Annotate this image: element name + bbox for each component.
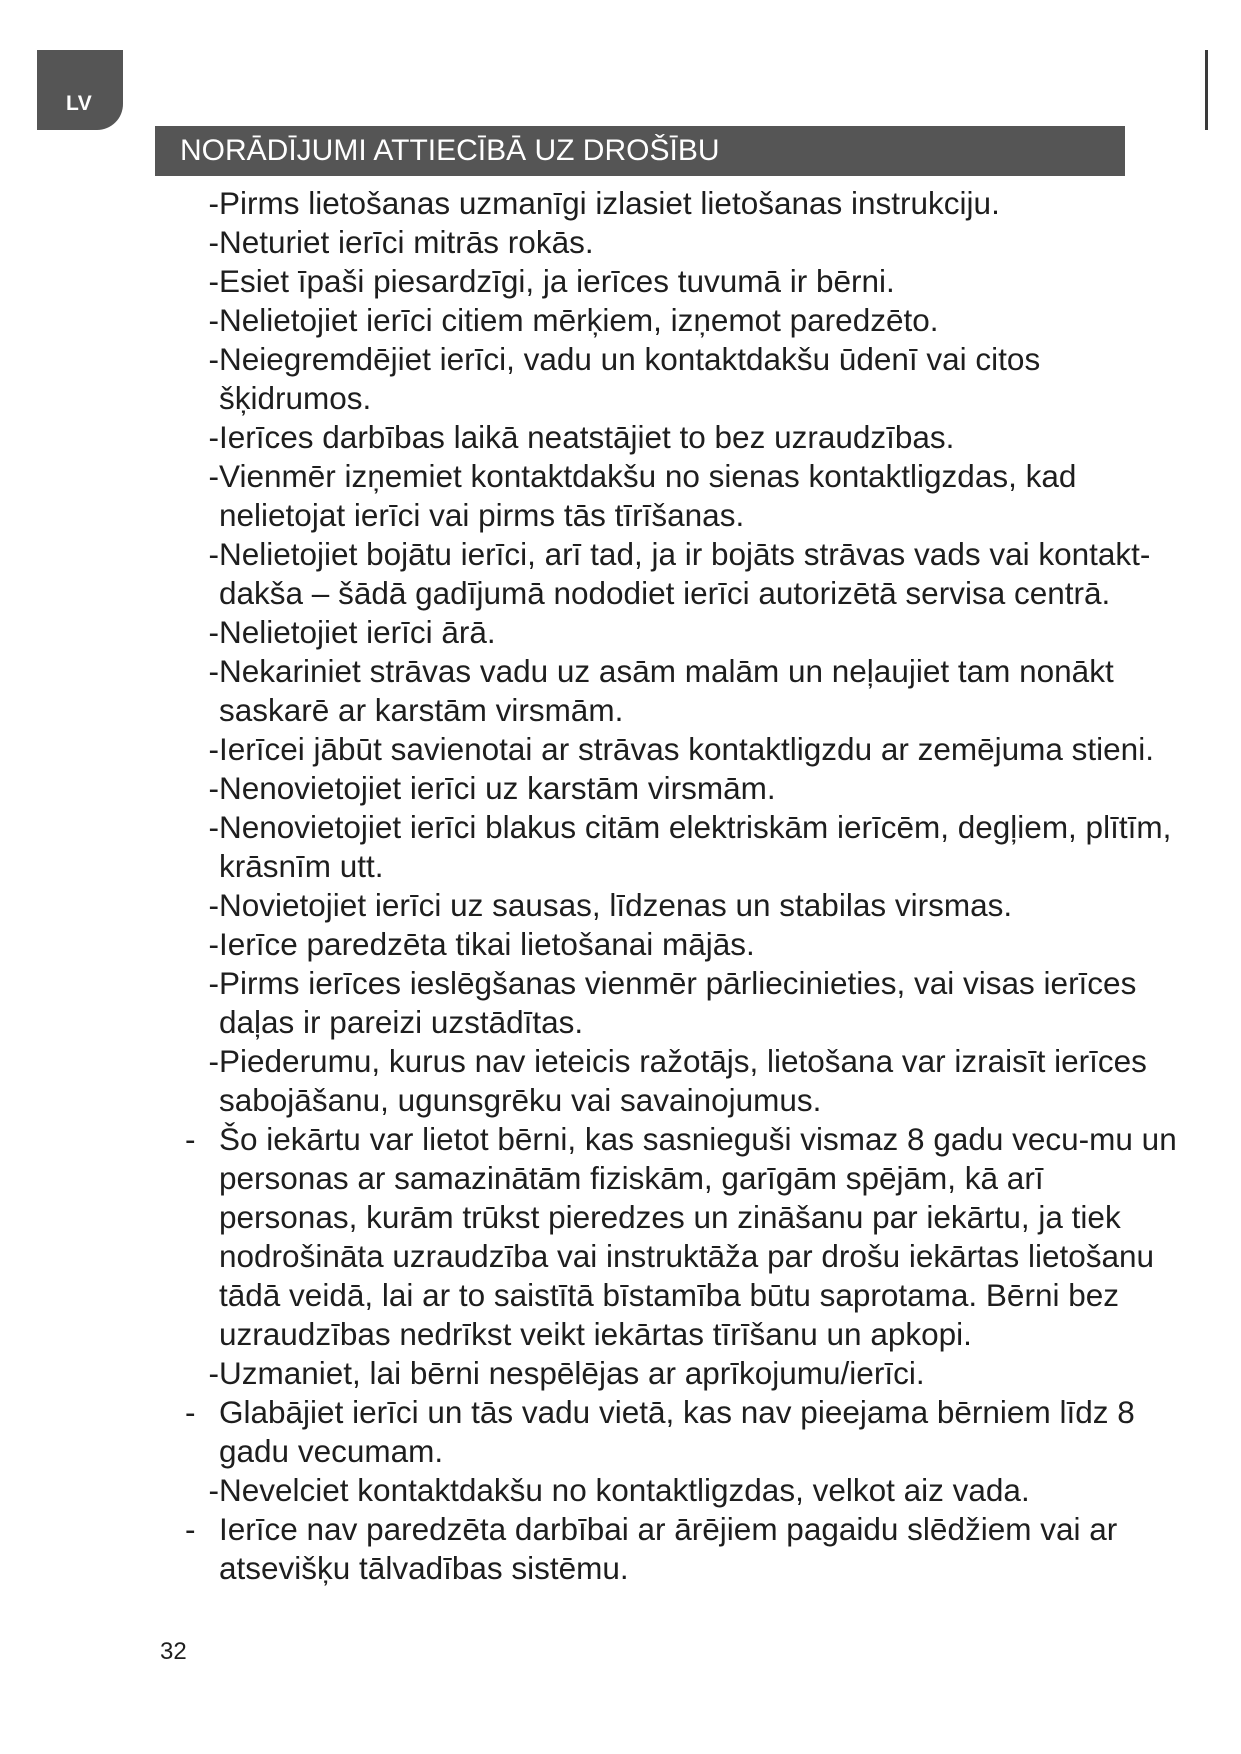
list-item-text: Glabājiet ierīci un tās vadu vietā, kas nav pieejama bērniem līdz 8 gadu vecumam.: [219, 1394, 1135, 1469]
list-item: [185, 223, 1185, 262]
list-item-text: Ierīce paredzēta tikai lietošanai mājās.: [219, 926, 755, 962]
list-item-bullet: -: [208, 224, 219, 260]
list-item-bullet: -: [208, 809, 219, 845]
list-item-bullet: -: [208, 653, 219, 689]
list-item-bullet: -: [208, 458, 219, 494]
list-item-text: Nelietojiet ierīci ārā.: [219, 614, 496, 650]
list-item: [185, 769, 1185, 808]
list-item-bullet: -: [208, 419, 219, 455]
list-item-bullet: -: [208, 887, 219, 923]
list-item-text: Pirms ierīces ieslēgšanas vienmēr pārliecinieties, vai visas ierīces daļas ir pareizi uzstādītas.: [219, 965, 1137, 1040]
list-item: [185, 1354, 1185, 1393]
list-item-bullet: -: [208, 302, 219, 338]
list-item-bullet: -: [208, 731, 219, 767]
list-item: [185, 613, 1185, 652]
list-item-text: Vienmēr izņemiet kontaktdakšu no sienas kontaktligzdas, kad nelietojat ierīci vai pirms tās tīrīšanas.: [219, 458, 1077, 533]
page-edge-marker: [1205, 50, 1208, 130]
list-item-bullet: -: [208, 1043, 219, 1079]
list-item: [185, 1471, 1185, 1510]
list-item: [185, 652, 1185, 730]
list-item-bullet: -: [208, 536, 219, 572]
list-item: [185, 730, 1185, 769]
list-item: [185, 1393, 1185, 1471]
list-item-bullet: -: [185, 1121, 196, 1157]
list-item-text: Nevelciet kontaktdakšu no kontaktligzdas, velkot aiz vada.: [219, 1472, 1030, 1508]
list-item-bullet: -: [208, 770, 219, 806]
list-item-text: Uzmaniet, lai bērni nespēlējas ar aprīkojumu/ierīci.: [219, 1355, 925, 1391]
list-item-bullet: -: [208, 614, 219, 650]
language-code: LV: [66, 92, 93, 115]
list-item-bullet: -: [185, 1394, 196, 1430]
list-item: [185, 886, 1185, 925]
list-item-bullet: -: [208, 965, 219, 1001]
list-item-bullet: -: [185, 1511, 196, 1547]
list-item-text: Pirms lietošanas uzmanīgi izlasiet lietošanas instrukciju.: [219, 185, 1000, 221]
list-item: [185, 535, 1185, 613]
section-title: NORĀDĪJUMI ATTIECĪBĀ UZ DROŠĪBU: [180, 134, 720, 167]
list-item-text: Nelietojiet ierīci citiem mērķiem, izņemot paredzēto.: [219, 302, 939, 338]
list-item: [185, 340, 1185, 418]
list-item-bullet: -: [208, 185, 219, 221]
list-item-text: Ierīcei jābūt savienotai ar strāvas kontaktligzdu ar zemējuma stieni.: [219, 731, 1154, 767]
list-item: [185, 184, 1185, 223]
list-item: [185, 1120, 1185, 1354]
list-item: [185, 1042, 1185, 1120]
list-item-text: Šo iekārtu var lietot bērni, kas sasnieguši vismaz 8 gadu vecu-mu un personas ar samazinātām fiziskām, garīgām spējām, kā arī personas, kurām trūkst pieredzes un zināšanu par iekārtu, ja tiek nodrošināta uzraudzība vai instruktāža par drošu iekārtas lietošanu tādā veidā, lai ar to saistītā bīstamība būtu saprotama. Bērni bez uzraudzības nedrīkst veikt iekārtas tīrīšanu un apkopi.: [219, 1121, 1177, 1352]
list-item: [185, 1510, 1185, 1588]
list-item-bullet: -: [208, 341, 219, 377]
section-header: [155, 126, 1125, 176]
list-item-bullet: -: [208, 926, 219, 962]
list-item: [185, 925, 1185, 964]
page-number: 32: [160, 1638, 187, 1665]
list-item: [185, 301, 1185, 340]
list-item: [185, 808, 1185, 886]
list-item-text: Piederumu, kurus nav ieteicis ražotājs, lietošana var izraisīt ierīces sabojāšanu, ugunsgrēku vai savainojumus.: [219, 1043, 1147, 1118]
list-item-text: Neturiet ierīci mitrās rokās.: [219, 224, 594, 260]
list-item-text: Nekariniet strāvas vadu uz asām malām un neļaujiet tam nonākt saskarē ar karstām virsmām.: [219, 653, 1114, 728]
list-item-bullet: -: [208, 1355, 219, 1391]
list-item: [185, 457, 1185, 535]
list-item-text: Nelietojiet bojātu ierīci, arī tad, ja ir bojāts strāvas vads vai kontakt-dakša – šādā gadījumā nododiet ierīci autorizētā servisa centrā.: [219, 536, 1151, 611]
list-item: [185, 262, 1185, 301]
list-item-bullet: -: [208, 263, 219, 299]
list-item-bullet: -: [208, 1472, 219, 1508]
list-item-text: Ierīce nav paredzēta darbībai ar ārējiem pagaidu slēdžiem vai ar atsevišķu tālvadības sistēmu.: [219, 1511, 1118, 1586]
list-item-text: Nenovietojiet ierīci blakus citām elektriskām ierīcēm, degļiem, plītīm, krāsnīm utt.: [219, 809, 1172, 884]
list-item-text: Novietojiet ierīci uz sausas, līdzenas un stabilas virsmas.: [219, 887, 1013, 923]
list-item-text: Neiegremdējiet ierīci, vadu un kontaktdakšu ūdenī vai citos šķidrumos.: [219, 341, 1041, 416]
safety-instructions-list: [185, 184, 1185, 1588]
language-tab: [37, 50, 123, 130]
list-item: [185, 964, 1185, 1042]
list-item: [185, 418, 1185, 457]
list-item-text: Nenovietojiet ierīci uz karstām virsmām.: [219, 770, 776, 806]
list-item-text: Esiet īpaši piesardzīgi, ja ierīces tuvumā ir bērni.: [219, 263, 895, 299]
list-item-text: Ierīces darbības laikā neatstājiet to bez uzraudzības.: [219, 419, 955, 455]
